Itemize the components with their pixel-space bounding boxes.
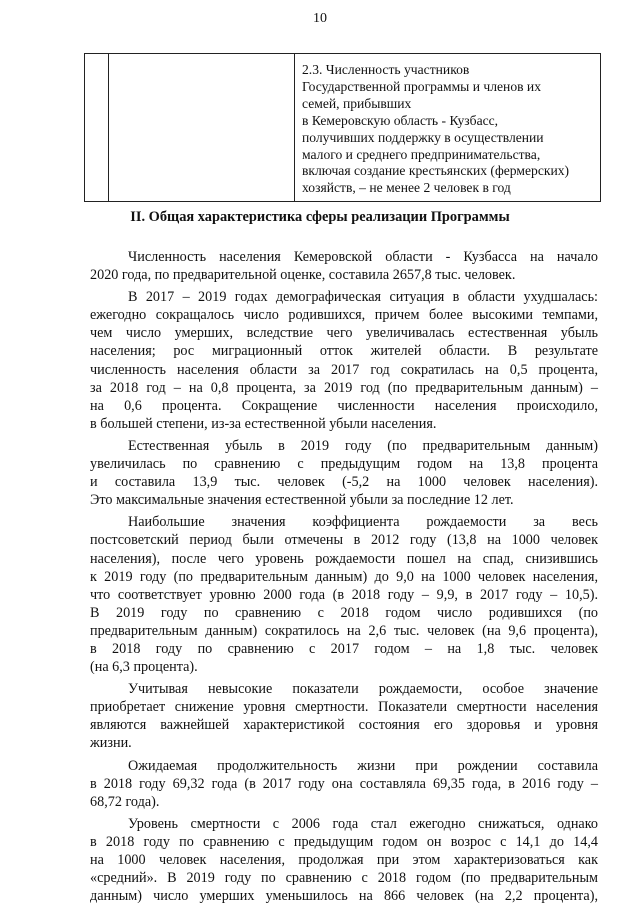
section-title: II. Общая характеристика сферы реализации Программы — [130, 209, 510, 225]
paragraph-line: чем число умерших, вследствие чего увеличивалась естественная убыль — [90, 325, 598, 342]
table-row — [85, 54, 601, 202]
paragraph-line: к 2019 году (по предварительным данным) до 9,0 на 1000 человек населения, — [90, 568, 598, 585]
table-cell-line: Государственной программы и членов их — [302, 78, 542, 94]
paragraph — [90, 757, 598, 811]
page-number: 10 — [313, 11, 327, 26]
table-cell-line: в Кемеровскую область - Кузбасс, — [302, 112, 499, 128]
table-cell-line: 2.3. Численность участников — [302, 62, 470, 77]
paragraph-line: предварительным данным) сократилось на 2,6 тыс. человек (на 9,6 процента), — [90, 622, 598, 639]
paragraph-line: приобретает снижение уровня смертности. Показатели смертности населения — [90, 699, 598, 716]
paragraph-line: населения; рос миграционный отток жителей области. В результате — [90, 343, 598, 360]
paragraph — [90, 248, 598, 284]
paragraph-line: Учитывая невысокие показатели рождаемости, особое значение — [128, 681, 598, 698]
paragraph-line: Естественная убыль в 2019 году (по предварительным данным) — [128, 437, 598, 454]
program-indicators-table — [84, 53, 601, 202]
paragraph-line: Наибольшие значения коэффициента рождаемости за весь — [128, 514, 598, 531]
paragraph-line: за 2018 год – на 0,8 процента, за 2019 год (по предварительным данным) – — [90, 379, 598, 396]
paragraph-line: численность населения области за 2017 год сократилась на 0,5 процента, — [90, 361, 598, 378]
table-cell-line: малого и среднего предпринимательства, — [302, 146, 541, 162]
table-cell-line: хозяйств, – не менее 2 человек в год — [302, 180, 511, 196]
paragraph-line: в 2018 году по сравнению с 2017 годом – на 1,8 тыс. человек — [90, 640, 598, 657]
paragraph-line: 2020 года, по предварительной оценке, составила 2657,8 тыс. человек. — [90, 267, 516, 284]
paragraph — [90, 815, 598, 905]
paragraph-line: Численность населения Кемеровской области - Кузбасса на начало — [128, 249, 598, 265]
table-cell-line: получивших поддержку в осуществлении — [302, 129, 544, 145]
paragraph-line: 68,72 года). — [90, 793, 160, 810]
paragraph-line: на 1000 человек населения, продолжая при этом характеризоваться как — [90, 852, 598, 868]
paragraph-line: (на 6,3 процента). — [90, 659, 198, 676]
paragraph — [90, 288, 598, 433]
paragraph-line: на 0,6 процента. Сокращение численности населения происходило, — [90, 397, 598, 414]
paragraph-line: что соответствует уровню 2000 года (в 2018 году – 9,9, в 2017 году – 10,5). — [90, 586, 598, 603]
paragraph-line: В 2019 году по сравнению с 2018 годом число родившихся (по — [90, 604, 598, 621]
paragraph-line: Уровень смертности с 2006 года стал ежегодно снижаться, однако — [128, 815, 598, 832]
paragraph-line: являются важнейшей характеристикой состояния его здоровья и уровня — [90, 717, 598, 734]
paragraph-line: постсоветский период были отмечены в 2012 году (13,8 на 1000 человек — [90, 532, 598, 549]
paragraph — [90, 680, 598, 752]
paragraph — [90, 437, 598, 509]
body-text — [90, 248, 598, 905]
table-cell-empty — [109, 54, 295, 202]
paragraph-line: в большей степени, из-за естественной убыли населения. — [90, 415, 437, 432]
paragraph-line: и составила 13,9 тыс. человек (-5,2 на 1000 человек населения). — [90, 474, 598, 491]
paragraph-line: «средний». В 2019 году по сравнению с 2018 годом (по предварительным — [90, 870, 598, 887]
paragraph-line: увеличилась по сравнению с предыдущим годом на 13,8 процента — [90, 456, 598, 473]
paragraph-line: Это максимальные значения естественной убыли за последние 12 лет. — [90, 492, 514, 509]
paragraph — [90, 513, 598, 676]
paragraph-line: населения), после чего уровень рождаемости пошел на спад, снизившись — [90, 550, 598, 567]
paragraph-line: в 2018 году 69,32 года (в 2017 году она составляла 69,35 года, в 2016 году – — [90, 775, 598, 792]
paragraph-line: в 2018 году по сравнению с предыдущим годом он возрос с 14,1 до 14,4 — [90, 833, 598, 850]
table-cell-indicator — [295, 54, 601, 202]
table-cell-line: семей, прибывших — [302, 95, 412, 111]
paragraph-line: жизни. — [90, 735, 132, 752]
table-cell-empty — [85, 54, 109, 202]
paragraph-line: данным) число умерших уменьшилось на 866 человек (на 2,2 процента), — [90, 888, 598, 905]
paragraph-line: ежегодно сокращалось число родившихся, причем более высокими темпами, — [90, 307, 598, 324]
paragraph-line: В 2017 – 2019 годах демографическая ситуация в области ухудшалась: — [128, 289, 598, 306]
paragraph-line: Ожидаемая продолжительность жизни при рождении составила — [128, 757, 598, 774]
table-cell-line: включая создание крестьянских (фермерских) — [302, 163, 570, 179]
